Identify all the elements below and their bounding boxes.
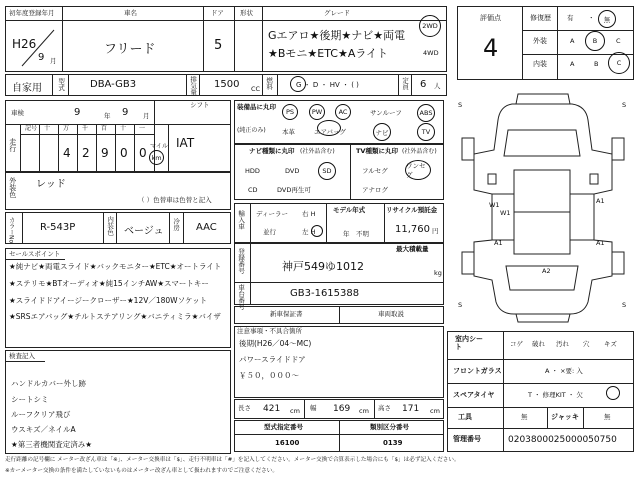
import-right: 右 H xyxy=(302,210,316,218)
tools-value: 無 xyxy=(521,413,528,421)
mark-s-3: S xyxy=(458,301,463,309)
fuel-options: G ・ D ・ HV ・ ( ) xyxy=(296,81,359,89)
exterior-b: B xyxy=(585,31,605,51)
repair-opt-1: 有 xyxy=(567,14,574,22)
height-unit: cm xyxy=(430,407,440,415)
new-car-warranty: 新車保証書 xyxy=(270,310,303,318)
equip-sunroof: サンルーフ xyxy=(370,109,402,117)
recycle-amount: 11,760 xyxy=(395,224,430,235)
tv-sub: (社外品含む) xyxy=(402,148,437,155)
model-year-label: モデル年式 xyxy=(333,206,366,214)
import-dealer: ディーラー xyxy=(256,210,288,218)
score-label: 評価点 xyxy=(480,14,501,22)
fuel-g-circle xyxy=(290,76,306,92)
inspector-line-1: ハンドルカバー外し跡 xyxy=(11,379,86,388)
model-code: DBA-GB3 xyxy=(90,79,137,90)
registration-number: 神戸549ゆ1012 xyxy=(282,260,364,273)
interior-sheet-label: 室内シート xyxy=(455,335,483,351)
length-label: 長さ xyxy=(238,404,251,412)
mileage-divider xyxy=(134,124,135,172)
inspection-month: 9 xyxy=(122,107,129,118)
glass-label: フロントガラス xyxy=(453,367,502,375)
capacity: 6 xyxy=(420,79,427,90)
inspection-year: 9 xyxy=(74,107,81,118)
repair-opt-2: ・ xyxy=(588,14,595,22)
class-no: 0139 xyxy=(383,439,403,447)
mileage-header: 百 xyxy=(101,125,108,132)
repair-none: 無 xyxy=(598,10,616,28)
sheet-kizu: キズ xyxy=(604,340,617,348)
tv-label: TV種類に丸印 xyxy=(356,147,398,155)
mark-s-4: S xyxy=(622,301,627,309)
footer-line-1: 走行距離の記号欄に メーター改ざん車は「※」、メーター交換車は「$」、走行不明車は「#」を記入してください。メーター交換で合算表示した場合にも「$」は必ず記入ください。 xyxy=(5,457,460,463)
navi-cd: CD xyxy=(248,186,258,194)
tv-fullseg: フルセグ xyxy=(362,167,388,175)
class-no-label: 類別区分番号 xyxy=(370,423,409,431)
mileage-header: 万 xyxy=(63,125,70,132)
import-left-circle xyxy=(311,225,323,237)
tv-oneseg: ワンセグ xyxy=(405,160,431,180)
mileage-digit: 0 xyxy=(120,146,128,160)
jack-value: 無 xyxy=(604,413,611,421)
import-left: 左 H xyxy=(302,228,316,236)
equip-leather: 本革 xyxy=(282,128,295,136)
mileage-divider xyxy=(115,124,116,172)
displacement: 1500 xyxy=(214,79,240,90)
color-no: R-543P xyxy=(40,222,76,233)
import-label: 輸入車 xyxy=(237,210,246,230)
drive-2wd: 2WD xyxy=(419,15,441,37)
navi-dvd: DVD xyxy=(285,167,300,175)
type-no-label: 型式指定番号 xyxy=(264,423,303,431)
grade-line-1: Gエアロ★後期★ナビ★両電 xyxy=(268,29,406,42)
model-year: 年 不明 xyxy=(343,230,369,238)
mark-a1-left: A1 xyxy=(494,239,503,247)
drive-4wd: 4WD xyxy=(423,49,439,57)
sales-line-1: ★純ナビ★両電スライド★バックモニター★ETC★オートライト xyxy=(9,262,222,271)
mileage-digit: 4 xyxy=(63,146,71,160)
control-number: 0203800025000050750 xyxy=(508,435,617,445)
first-reg-year: H26 xyxy=(12,37,37,51)
notice-line-3: ￥５０，０００～ xyxy=(239,371,299,380)
width-unit: cm xyxy=(359,407,369,415)
width-label: 幅 xyxy=(310,404,317,412)
inspector-line-3: ルーフクリア飛び xyxy=(11,410,71,419)
mileage-divider xyxy=(58,124,59,172)
recycle-label: リサイクル預託金 xyxy=(386,206,438,214)
sheet-ana: 穴 xyxy=(583,340,590,348)
equip-abs: ABS xyxy=(417,104,435,122)
capacity-label: 定員 xyxy=(401,77,410,90)
mileage-header: 千 xyxy=(82,125,89,132)
mileage-header: 十 xyxy=(44,125,51,132)
ac-label: 冷房 xyxy=(172,218,181,231)
mileage-header: 記号 xyxy=(25,125,38,132)
equip-navi: ナビ xyxy=(373,123,391,141)
mileage-digit: 0 xyxy=(139,146,147,160)
color-no-label: カラーNo xyxy=(7,217,15,244)
score-value: 4 xyxy=(483,34,499,62)
cc-unit: CC xyxy=(251,85,261,93)
exterior-opt-a: A xyxy=(570,37,575,45)
exterior-label: 外装 xyxy=(533,37,547,45)
displacement-label: 排気量 xyxy=(189,76,198,96)
mark-a2-rear: A2 xyxy=(542,267,551,275)
exterior-color-note: （ ）色替車は色替と記入 xyxy=(138,196,212,204)
spare-none-circle xyxy=(606,386,620,400)
chassis-label: 車台番号 xyxy=(237,284,246,310)
navi-dvd-play: DVD再生可 xyxy=(277,186,311,194)
import-parallel: 並行 xyxy=(263,228,276,236)
tv-analog: アナログ xyxy=(362,186,388,194)
glass-value: A ・ ×要: 入 xyxy=(545,367,583,375)
door-label: ドア xyxy=(211,9,224,17)
car-name-label: 車名 xyxy=(124,9,137,17)
ac-value: AAC xyxy=(196,222,217,233)
mark-a1-right-2: A1 xyxy=(596,239,605,247)
spare-value: T ・ 修理KIT ・ 欠 xyxy=(528,391,583,399)
owner-manual: 車両取説 xyxy=(378,310,404,318)
equipment-sub: (純正のみ) xyxy=(237,127,266,134)
inspection-label: 車検 xyxy=(11,109,24,117)
grade-line-2: ★Bモニ★ETC★Aライト xyxy=(268,47,389,60)
sales-line-3: ★スライドドアイージークローザー★12V／180Wソケット xyxy=(9,296,208,305)
height-label: 高さ xyxy=(378,404,391,412)
mileage-divider xyxy=(96,124,97,172)
equip-airbag-circle xyxy=(317,120,341,136)
equip-tv: TV xyxy=(417,123,435,141)
fuel-label: 燃料 xyxy=(265,77,274,90)
sales-line-2: ★ステリモ★BTオーディオ★純15インチAW★スマートキー xyxy=(9,279,209,288)
interior-c: C xyxy=(608,52,630,74)
inspection-month-unit: 月 xyxy=(143,112,150,120)
jack-label: ジャッキ xyxy=(551,413,579,421)
usage: 自家用 xyxy=(12,83,42,94)
equip-ac: AC xyxy=(335,104,351,120)
car-damage-diagram xyxy=(452,90,634,326)
registration-label: 登録番号 xyxy=(237,248,246,274)
exterior-color-label: 外装色 xyxy=(8,177,17,198)
notice-label: 注意事項・不具合箇所 xyxy=(237,327,302,335)
interior-color: ベージュ xyxy=(124,226,164,237)
model-label: 型式 xyxy=(57,78,66,91)
tools-label: 工具 xyxy=(458,413,472,421)
sales-line-4: ★SRSエアバッグ★チルトステアリング★バニティミラ★バイザ xyxy=(9,312,221,321)
sheet-yogore: 汚れ xyxy=(556,340,569,348)
shift-value: IAT xyxy=(176,136,195,150)
recycle-unit: 円 xyxy=(432,227,439,235)
shape-label: 形状 xyxy=(240,9,253,17)
interior-opt-b: B xyxy=(594,60,599,68)
equipment-label: 装備品に丸印 xyxy=(237,103,276,111)
shift-label: シフト xyxy=(190,101,210,109)
notice-line-1: 後期(H26／04～MC) xyxy=(239,339,312,348)
navi-hdd: HDD xyxy=(245,167,260,175)
load-unit: kg xyxy=(434,269,442,277)
car-name: フリード xyxy=(104,42,156,57)
inspection-year-unit: 年 xyxy=(104,112,111,120)
notice-line-2: パワースライドドア xyxy=(239,355,306,364)
inspector-line-4: ウスキズ／ネイルA xyxy=(11,425,76,434)
door-count: 5 xyxy=(214,38,223,53)
mile-unit: マイル xyxy=(150,143,168,150)
height: 171 xyxy=(402,404,420,414)
equip-ps: PS xyxy=(282,104,298,120)
load-label: 最大積載量 xyxy=(396,245,429,253)
mark-s-1: S xyxy=(458,101,463,109)
spare-label: スペアタイヤ xyxy=(453,391,495,399)
interior-opt-a: A xyxy=(570,60,575,68)
sheet-koge: コゲ xyxy=(510,340,523,348)
navi-sub: (社外品含む) xyxy=(300,148,335,155)
length: 421 xyxy=(263,404,281,414)
width: 169 xyxy=(333,404,351,414)
equip-pw: PW xyxy=(309,104,325,120)
length-unit: cm xyxy=(290,407,300,415)
inspector-note-label: 検査記入 xyxy=(9,352,35,360)
control-label: 管理番号 xyxy=(453,435,481,443)
repair-label: 修復歴 xyxy=(530,14,551,22)
exterior-opt-c: C xyxy=(616,37,621,45)
interior-label: 内装 xyxy=(533,60,547,68)
mileage-divider xyxy=(39,124,40,172)
mileage-divider xyxy=(77,124,78,172)
mark-a1-right: A1 xyxy=(596,197,605,205)
inspector-line-2: シートシミ xyxy=(11,395,49,404)
navi-sd: SD xyxy=(318,162,336,180)
first-reg-month: 9 xyxy=(38,52,45,63)
equip-airbag: エアバッグ xyxy=(314,128,346,136)
mark-s-2: S xyxy=(622,101,627,109)
first-reg-label: 初年度登録年月 xyxy=(9,9,55,17)
navi-label: ナビ種類に丸印 xyxy=(249,147,295,155)
grade-label: グレード xyxy=(324,9,350,17)
first-reg-month-unit: 月 xyxy=(50,57,57,65)
mileage-label: 走行 xyxy=(8,138,17,152)
km-unit: km xyxy=(149,150,164,165)
mileage-header: 一 xyxy=(139,125,146,132)
type-no: 16100 xyxy=(275,439,300,447)
mark-w1-left: W1 xyxy=(489,201,500,209)
mileage-digit: 9 xyxy=(101,146,109,160)
exterior-color: レッド xyxy=(36,179,66,190)
sales-point-label: セールスポイント xyxy=(9,250,61,258)
interior-color-label: 内装色 xyxy=(106,216,115,236)
footer-line-2: ※カーメーター交換の条件を満たしていないものはメーター改ざん車として扱われますのでご注意ください。 xyxy=(5,468,278,474)
chassis-number: GB3-1615388 xyxy=(290,288,360,299)
sheet-yabure: 破れ xyxy=(532,340,545,348)
capacity-unit: 人 xyxy=(434,82,441,90)
mark-w1-right: W1 xyxy=(500,209,511,217)
mileage-digit: 2 xyxy=(82,146,90,160)
mileage-header: 十 xyxy=(120,125,127,132)
inspector-line-5: ★第三者機関査定済み★ xyxy=(11,440,92,449)
